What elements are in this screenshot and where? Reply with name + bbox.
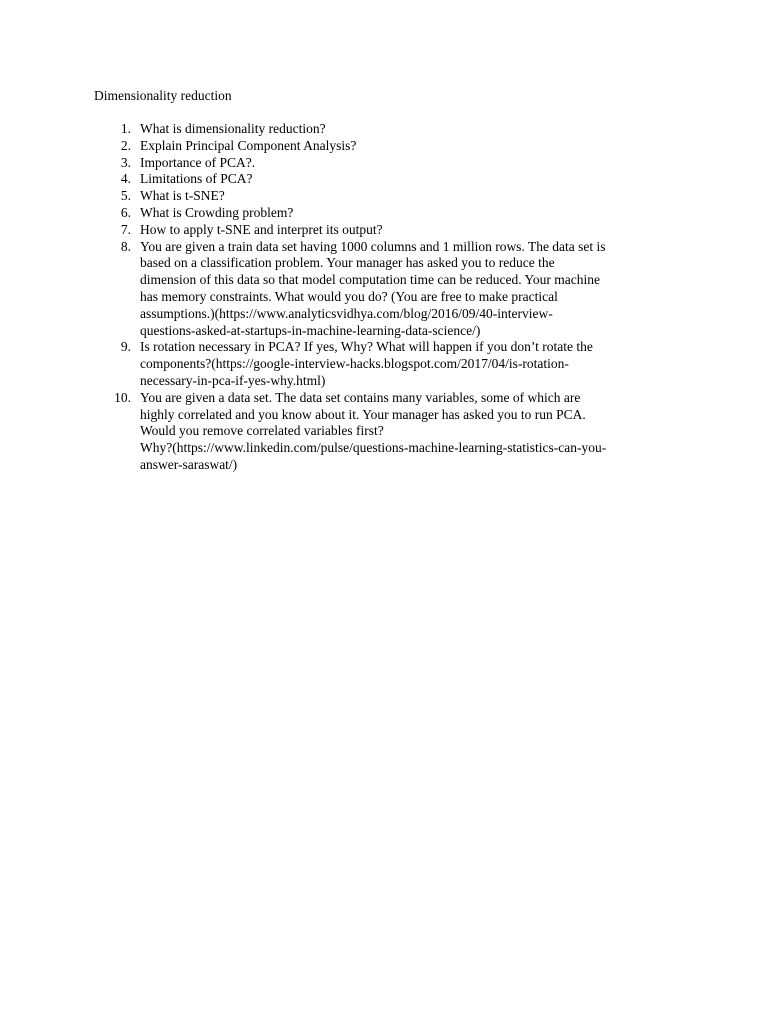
question-line: highly correlated and you know about it. Your manager has asked you to run PCA. <box>140 406 586 422</box>
question-line: Explain Principal Component Analysis? <box>140 137 357 153</box>
question-line: Would you remove correlated variables first? <box>140 423 384 439</box>
question-text <box>140 205 680 222</box>
question-number: 9. <box>120 339 131 355</box>
question-line: Why?(https://www.linkedin.com/pulse/questions-machine-learning-statistics-can-you- <box>140 440 607 456</box>
question-item <box>0 339 768 389</box>
question-line: How to apply t-SNE and interpret its output? <box>140 221 383 237</box>
question-number: 6. <box>120 204 131 220</box>
question-number: 4. <box>120 171 131 187</box>
question-line: components?(https://google-interview-hacks.blogspot.com/2017/04/is-rotation- <box>140 356 569 372</box>
question-number: 5. <box>120 188 131 204</box>
question-text <box>140 239 680 340</box>
question-text <box>140 188 680 205</box>
question-line: necessary-in-pca-if-yes-why.html) <box>140 372 326 388</box>
question-item <box>0 205 768 222</box>
question-line: You are given a data set. The data set contains many variables, some of which are <box>140 389 581 405</box>
question-text <box>140 390 680 474</box>
question-item <box>0 171 768 188</box>
question-line: Importance of PCA?. <box>140 154 256 170</box>
question-text <box>140 155 680 172</box>
question-text <box>140 222 680 239</box>
question-line: dimension of this data so that model computation time can be reduced. Your machine <box>140 272 601 288</box>
question-line: Is rotation necessary in PCA? If yes, Why? What will happen if you don’t rotate the <box>140 339 593 355</box>
question-item <box>0 390 768 474</box>
question-item <box>0 155 768 172</box>
question-number: 3. <box>120 154 131 170</box>
question-number: 1. <box>120 121 131 136</box>
question-text <box>140 138 680 155</box>
question-line: questions-asked-at-startups-in-machine-learning-data-science/) <box>140 322 481 338</box>
question-item <box>0 188 768 205</box>
question-line: has memory constraints. What would you do? (You are free to make practical <box>140 288 558 304</box>
question-number: 2. <box>120 137 131 153</box>
question-number: 7. <box>120 221 131 237</box>
question-line: assumptions.)(https://www.analyticsvidhya.com/blog/2016/09/40-interview- <box>140 305 553 321</box>
question-list <box>0 121 768 474</box>
question-line: What is t-SNE? <box>140 188 225 204</box>
question-line: What is dimensionality reduction? <box>140 121 326 136</box>
question-item <box>0 239 768 340</box>
question-line: answer-saraswat/) <box>140 456 238 472</box>
question-number: 10. <box>114 389 131 405</box>
question-item <box>0 121 768 138</box>
question-item <box>0 138 768 155</box>
question-text <box>140 121 680 138</box>
question-line: What is Crowding problem? <box>140 204 294 220</box>
question-line: based on a classification problem. Your manager has asked you to reduce the <box>140 255 555 271</box>
question-text <box>140 171 680 188</box>
question-item <box>0 222 768 239</box>
question-line: You are given a train data set having 1000 columns and 1 million rows. The data set is <box>140 238 606 254</box>
question-line: Limitations of PCA? <box>140 171 253 187</box>
question-number: 8. <box>120 238 131 254</box>
question-text <box>140 339 680 389</box>
document-title: Dimensionality reduction <box>94 88 232 103</box>
